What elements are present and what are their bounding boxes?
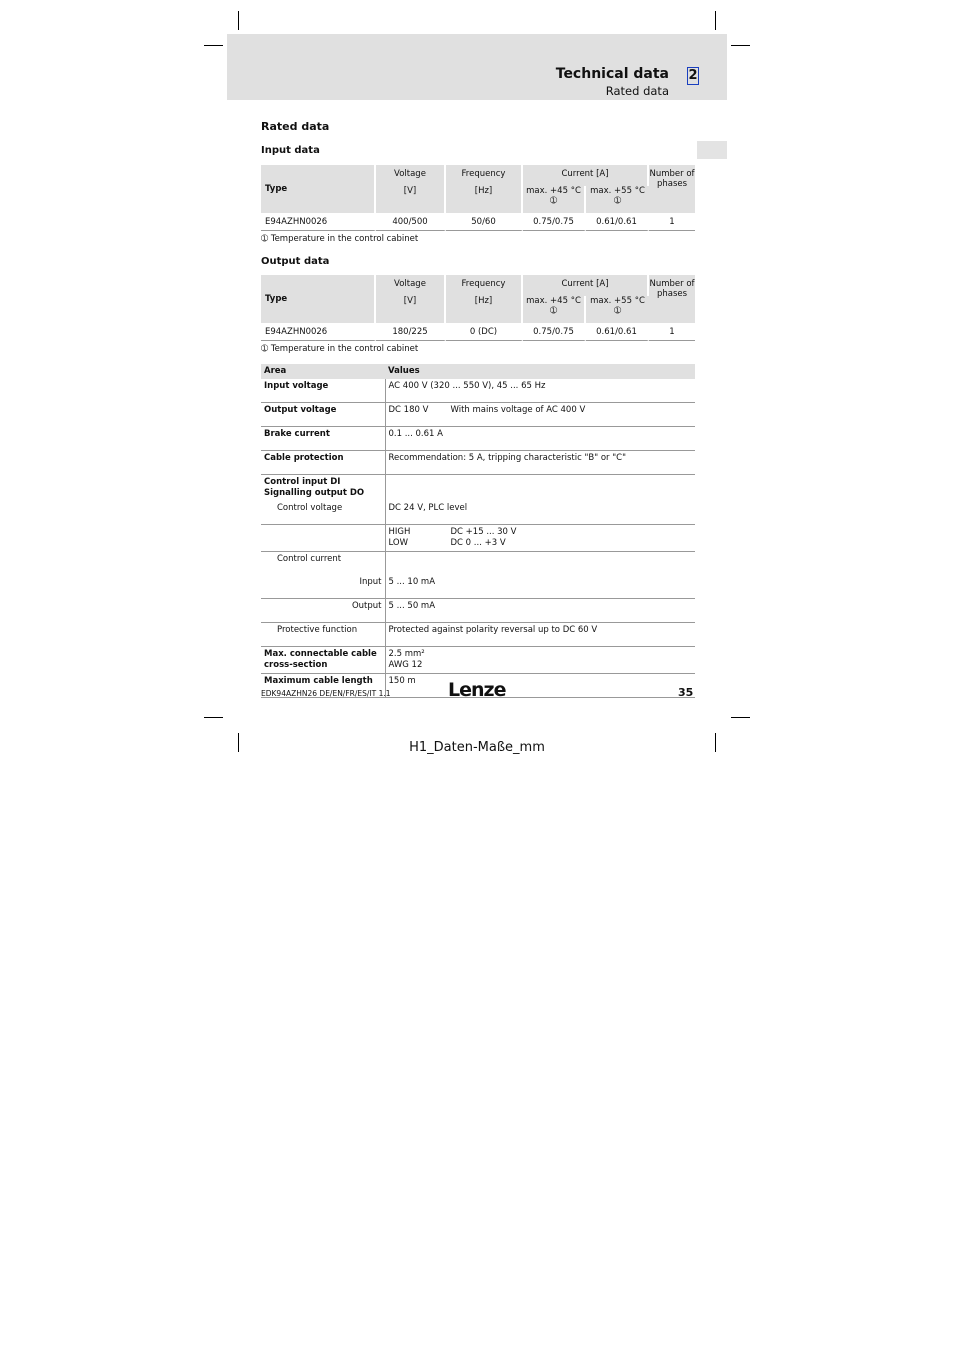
bottom-label: H1_Daten-Maße_mm <box>409 740 545 755</box>
crop-mark <box>204 717 223 718</box>
col-type: Type <box>261 165 376 213</box>
col-phases: Number of phases <box>649 275 695 323</box>
crop-mark <box>715 11 716 30</box>
col-voltage: Voltage <box>376 275 446 296</box>
table-row: Brake current 0.1 ... 0.61 A <box>261 427 695 451</box>
col-current-55: max. +55 °C ➀ <box>586 296 649 323</box>
table-row: E94AZHN0026 180/225 0 (DC) 0.75/0.75 0.61/0.61 1 <box>261 323 695 341</box>
crop-mark <box>204 45 223 46</box>
col-frequency: Frequency <box>446 275 523 296</box>
col-current-45: max. +45 °C ➀ <box>523 186 586 213</box>
values-table <box>261 364 695 698</box>
col-frequency-unit: [Hz] <box>446 296 523 323</box>
output-data-title: Output data <box>261 256 330 267</box>
crop-mark <box>731 717 750 718</box>
table-row: Control current <box>261 552 695 576</box>
col-current-55: max. +55 °C ➀ <box>586 186 649 213</box>
table-row: Input voltage AC 400 V (320 ... 550 V), 45 ... 65 Hz <box>261 379 695 403</box>
table-row: Control voltage DC 24 V, PLC level <box>261 501 695 525</box>
col-phases: Number of phases <box>649 165 695 213</box>
col-values: Values <box>385 364 695 379</box>
input-footnote: ➀ Temperature in the control cabinet <box>261 234 419 244</box>
table-row: Maximum cable length 150 m <box>261 674 695 698</box>
col-frequency-unit: [Hz] <box>446 186 523 213</box>
side-tab <box>697 141 727 159</box>
output-data-table <box>261 275 695 341</box>
crop-mark <box>238 11 239 30</box>
table-row: E94AZHN0026 400/500 50/60 0.75/0.75 0.61/0.61 1 <box>261 213 695 231</box>
col-area: Area <box>261 364 385 379</box>
section-title: Rated data <box>261 120 330 133</box>
crop-mark <box>731 45 750 46</box>
col-current: Current [A] <box>523 275 649 296</box>
table-row: Max. connectable cable cross-section 2.5 mm² AWG 12 <box>261 647 695 674</box>
col-type: Type <box>261 275 376 323</box>
page-subtitle: Rated data <box>605 84 669 98</box>
input-data-table <box>261 165 695 231</box>
output-footnote: ➀ Temperature in the control cabinet <box>261 344 419 354</box>
lenze-logo: Lenze <box>448 679 506 701</box>
col-voltage: Voltage <box>376 165 446 186</box>
page-number: 35 <box>678 686 694 699</box>
table-row: Output 5 ... 50 mA <box>261 599 695 623</box>
col-current: Current [A] <box>523 165 649 186</box>
table-row: Protective function Protected against polarity reversal up to DC 60 V <box>261 623 695 647</box>
document-id: EDK94AZHN26 DE/EN/FR/ES/IT 1.1 <box>261 689 391 698</box>
col-current-45: max. +45 °C ➀ <box>523 296 586 323</box>
col-voltage-unit: [V] <box>376 296 446 323</box>
table-row: Output voltage DC 180 V With mains voltage of AC 400 V <box>261 403 695 427</box>
table-row: HIGH DC +15 ... 30 V LOW DC 0 ... +3 V <box>261 525 695 552</box>
table-row: Input 5 ... 10 mA <box>261 575 695 599</box>
input-data-title: Input data <box>261 145 320 156</box>
col-voltage-unit: [V] <box>376 186 446 213</box>
page-title: Technical data <box>555 66 669 82</box>
col-frequency: Frequency <box>446 165 523 186</box>
table-row: Control input DI Signalling output DO <box>261 475 695 502</box>
chapter-number[interactable]: 2 <box>688 68 698 83</box>
table-row: Cable protection Recommendation: 5 A, tripping characteristic "B" or "C" <box>261 451 695 475</box>
